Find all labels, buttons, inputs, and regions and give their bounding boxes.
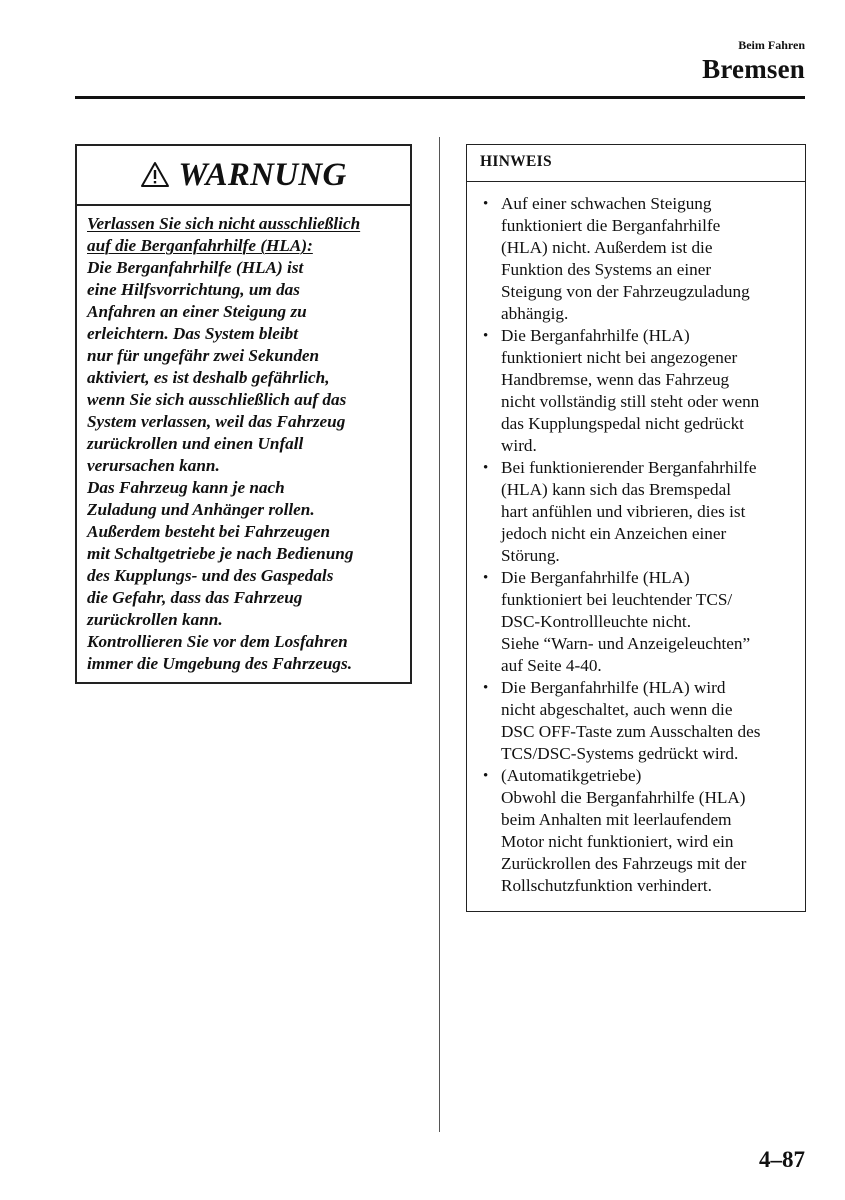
warning-box bbox=[75, 144, 412, 684]
page-number: 4–87 bbox=[759, 1147, 805, 1172]
note-item bbox=[483, 457, 799, 567]
warning-heading bbox=[87, 213, 402, 257]
bullet-icon: • bbox=[483, 460, 489, 476]
warning-content bbox=[77, 206, 410, 675]
note-item bbox=[483, 765, 799, 897]
note-item bbox=[483, 193, 799, 325]
section-label: Beim Fahren bbox=[738, 38, 805, 52]
header-divider bbox=[75, 96, 805, 99]
note-box bbox=[466, 144, 806, 912]
note-item-text: Die Berganfahrhilfe (HLA) wird nicht abgeschaltet, auch wenn die DSC OFF-Taste zum Ausschalten des TCS/DSC-Systems gedrückt wird. bbox=[501, 678, 761, 763]
bullet-icon: • bbox=[483, 680, 489, 696]
bullet-icon: • bbox=[483, 768, 489, 784]
note-item-text: Auf einer schwachen Steigung funktioniert die Berganfahrhilfe (HLA) nicht. Außerdem ist die Funktion des Systems an einer Steigung von der Fahrzeugzuladung abhängig. bbox=[501, 194, 750, 323]
warning-triangle-icon bbox=[140, 161, 170, 189]
note-list bbox=[467, 182, 805, 897]
warning-heading-line: Verlassen Sie sich nicht ausschließlich bbox=[87, 214, 361, 233]
warning-body: Die Berganfahrhilfe (HLA) ist eine Hilfsvorrichtung, um das Anfahren an einer Steigung zu erleichtern. Das System bleibt nur für ungefähr zwei Sekunden aktiviert, es ist deshalb gefährlich, wenn Sie sich ausschließlich auf das System verlassen, weil das Fahrzeug zurückrollen und einen Unfall verursachen kann. Das Fahrzeug kann je nach Zuladung und Anhänger rollen. Außerdem besteht bei Fahrzeugen mit Schaltgetriebe je nach Bedienung des Kupplungs- und des Gaspedals die Gefahr, dass das Fahrzeug zurückrollen kann. Kontrollieren Sie vor dem Losfahren immer die Umgebung des Fahrzeugs. bbox=[87, 258, 354, 673]
note-title: HINWEIS bbox=[467, 145, 805, 182]
warning-heading-line: auf die Berganfahrhilfe (HLA): bbox=[87, 236, 313, 255]
note-item bbox=[483, 567, 799, 677]
warning-title: WARNUNG bbox=[178, 156, 347, 193]
note-item-text: Die Berganfahrhilfe (HLA) funktioniert nicht bei angezogener Handbremse, wenn das Fahrzeug nicht vollständig still steht oder wenn das Kupplungspedal nicht gedrückt wird. bbox=[501, 326, 760, 455]
bullet-icon: • bbox=[483, 328, 489, 344]
bullet-icon: • bbox=[483, 196, 489, 212]
note-item-text: Die Berganfahrhilfe (HLA) funktioniert bei leuchtender TCS/ DSC-Kontrollleuchte nicht. Siehe “Warn- und Anzeigeleuchten” auf Seite 4-40. bbox=[501, 568, 751, 675]
warning-header bbox=[77, 146, 410, 206]
note-item bbox=[483, 325, 799, 457]
bullet-icon: • bbox=[483, 570, 489, 586]
note-item-text: Bei funktionierender Berganfahrhilfe (HLA) kann sich das Bremspedal hart anfühlen und vibrieren, dies ist jedoch nicht ein Anzeichen einer Störung. bbox=[501, 458, 757, 565]
page-title: Bremsen bbox=[702, 54, 805, 84]
note-item bbox=[483, 677, 799, 765]
column-divider bbox=[439, 137, 440, 1132]
note-item-text: (Automatikgetriebe) Obwohl die Berganfahrhilfe (HLA) beim Anhalten mit leerlaufendem Motor nicht funktioniert, wird ein Zurückrollen des Fahrzeugs mit der Rollschutzfunktion verhindert. bbox=[501, 766, 747, 895]
